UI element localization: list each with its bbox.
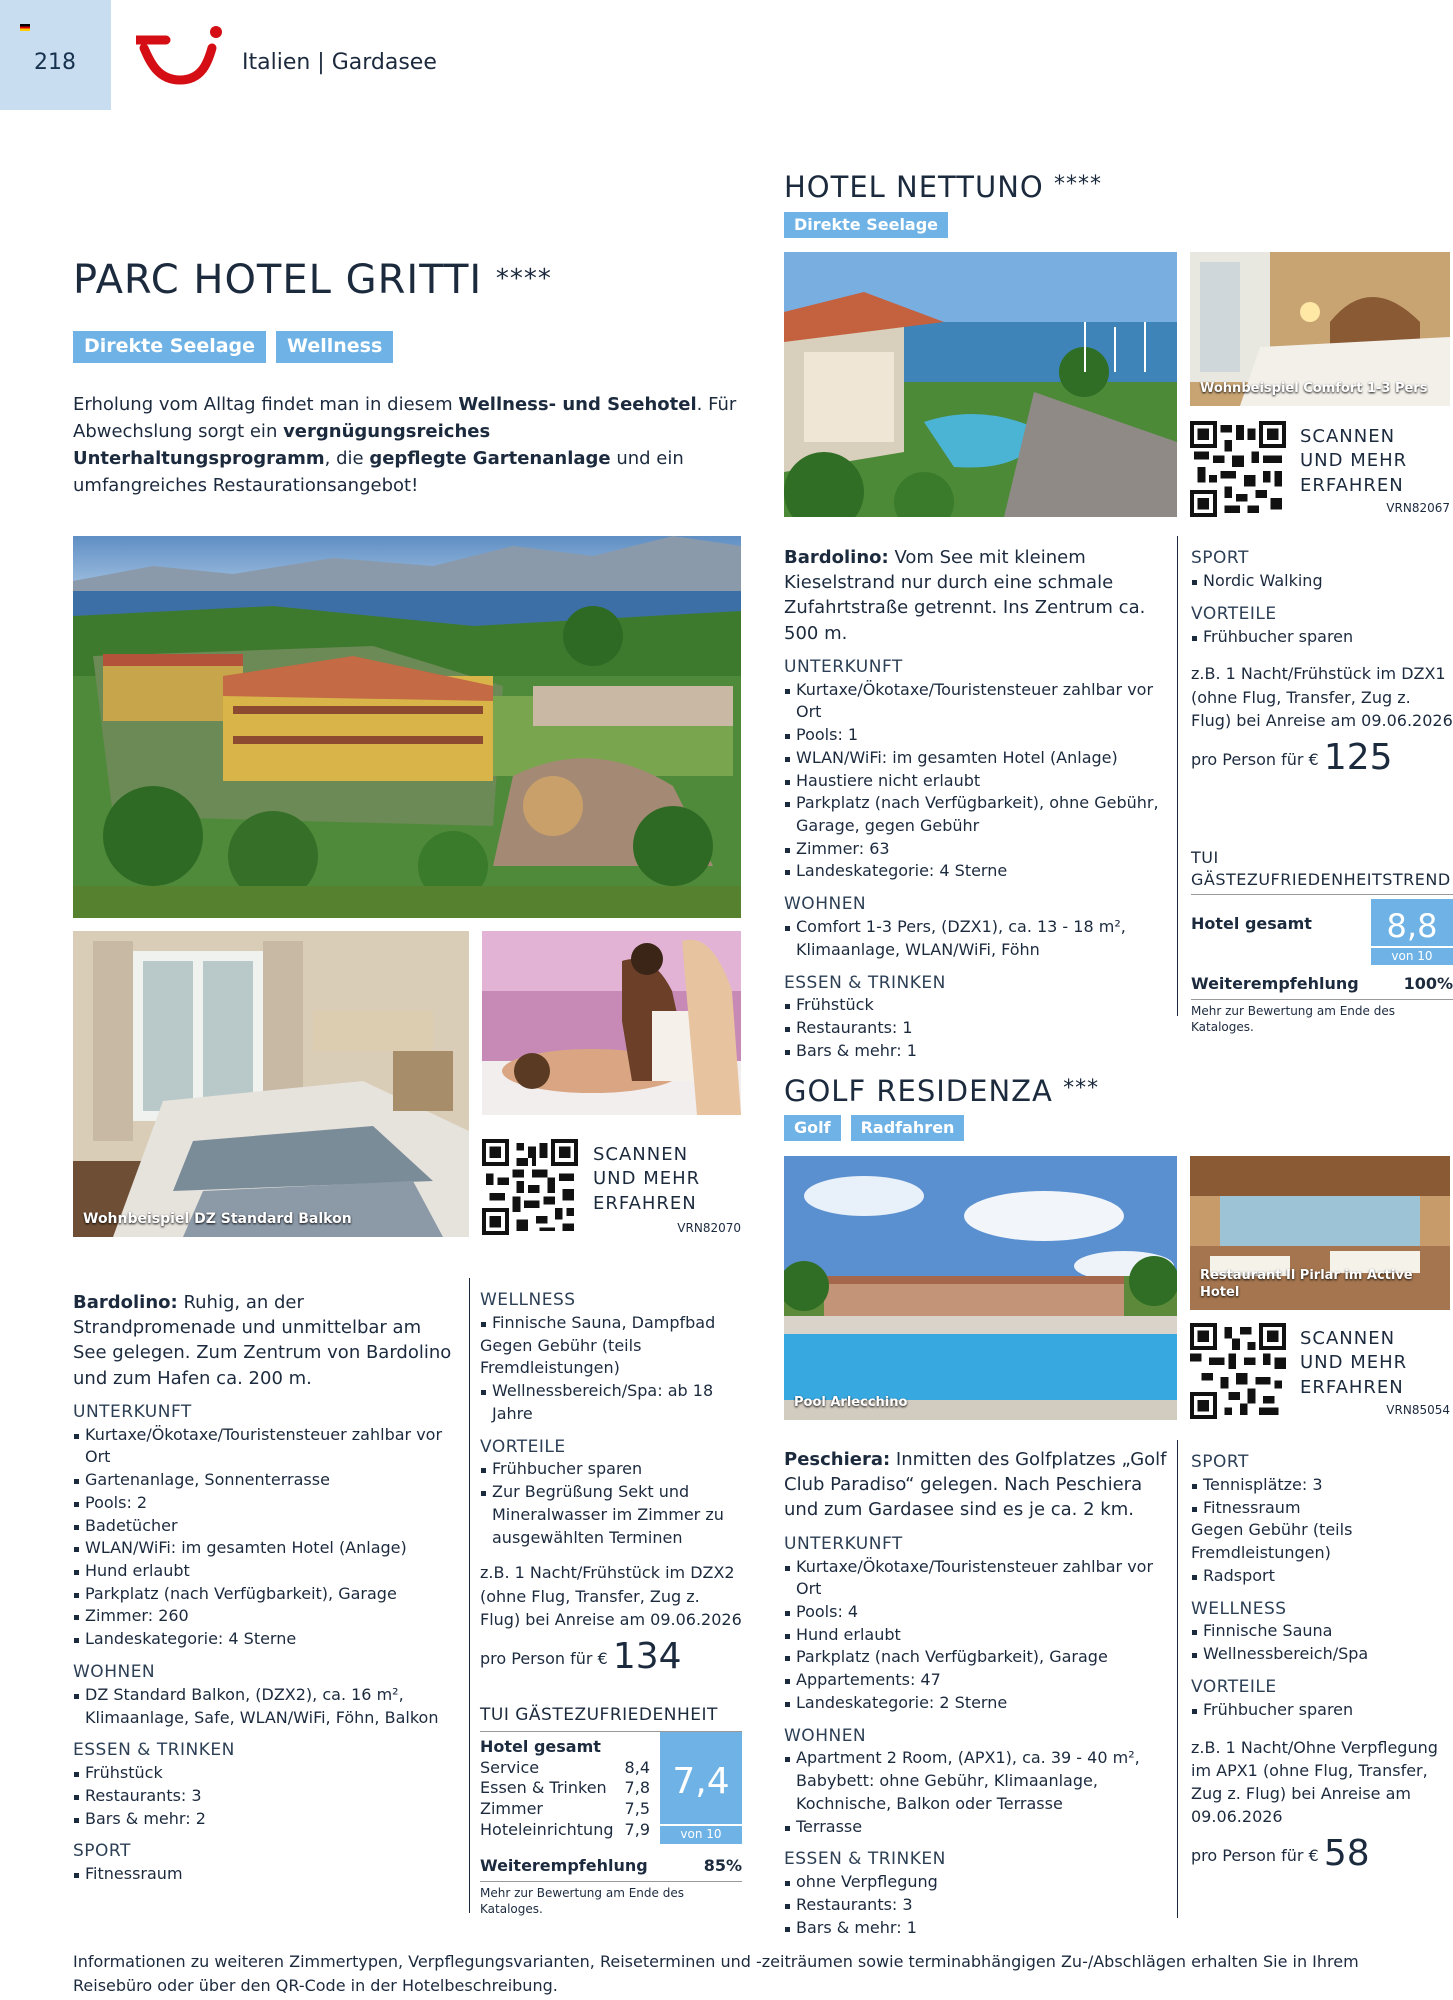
location-description-golf: Peschiera: Inmitten des Golfplatzes „Golf Club Paradiso“ gelegen. Nach Peschiera und zum Gardasee sind es je ca. 2 km.: [784, 1449, 1167, 1521]
list-item: WLAN/WiFi: im gesamten Hotel (Anlage): [73, 1537, 458, 1560]
rating-note: Mehr zur Bewertung am Ende des Kataloges.: [1191, 1003, 1395, 1034]
tag-list-gritti: [73, 331, 403, 363]
hotel-room-photo-gritti: [73, 931, 469, 1237]
hotel-details-nettuno-col2: [1191, 537, 1453, 784]
list-item: Wellnessbereich/Spa: [1191, 1643, 1453, 1666]
hotel-intro-gritti: Erholung vom Alltag findet man in diesem Wellness- und Seehotel. Für Abwechslung sorgt ein vergnügungsreiches Unterhaltungsprogramm, die gepflegte Gartenanlage und ein umfangreiches Restaurationsangebot!: [73, 394, 737, 496]
hotel-aerial-photo-gritti: [73, 536, 741, 918]
star-rating-golf: ***: [1063, 1076, 1100, 1101]
rating-note: Mehr zur Bewertung am Ende des Kataloges.: [480, 1885, 684, 1916]
section-heading: WOHNEN: [784, 1725, 867, 1746]
scan-label-golf: SCANNEN UND MEHR ERFAHREN: [1300, 1328, 1408, 1398]
list-item: Finnische Sauna, Dampfbad: [480, 1312, 742, 1335]
section-heading: SPORT: [73, 1841, 131, 1862]
column-divider: [469, 1278, 470, 1913]
hotel-spa-photo-gritti: [482, 931, 741, 1115]
recommend-row-gritti: Weiterempfehlung 85%: [480, 1851, 742, 1882]
tag-direkte-seelage: Direkte Seelage: [784, 212, 948, 238]
section-heading: WOHNEN: [784, 894, 867, 915]
section-heading: ESSEN & TRINKEN: [784, 972, 946, 993]
tag-list-golf: [784, 1115, 974, 1141]
hotel-details-gritti-col2: [480, 1281, 742, 1683]
scan-label-nettuno: SCANNEN UND MEHR ERFAHREN: [1300, 426, 1408, 496]
column-divider: [1177, 1440, 1178, 1918]
rating-row: Zimmer 7,5: [480, 1799, 650, 1819]
section-heading: VORTEILE: [1191, 603, 1277, 624]
list-item: Parkplatz (nach Verfügbarkeit), Garage: [73, 1583, 458, 1606]
score-badge-gritti: 7,4 von 10: [660, 1732, 742, 1844]
list-item: Zimmer: 63: [784, 838, 1169, 861]
list-item: Haustiere nicht erlaubt: [784, 770, 1169, 793]
price-line-nettuno: pro Person für € 125: [1191, 736, 1393, 778]
tag-list-nettuno: [784, 212, 958, 238]
list-item: Zimmer: 260: [73, 1605, 458, 1628]
list-item: Pools: 2: [73, 1492, 458, 1515]
list-item: Radsport: [1191, 1565, 1453, 1588]
list-item: Wellnessbereich/Spa: ab 18 Jahre: [480, 1380, 742, 1425]
list-item: Comfort 1-3 Pers, (DZX1), ca. 13 - 18 m², Klimaanlage, WLAN/WiFi, Föhn: [784, 916, 1169, 961]
vrn-code-gritti: VRN82070: [677, 1221, 741, 1235]
unterkunft-list-gritti: [73, 1424, 458, 1651]
price-example-golf: z.B. 1 Nacht/Ohne Verpflegung im APX1 (ohne Flug, Transfer, Zug z. Flug) bei Anreise am 09.06.2026: [1191, 1737, 1438, 1827]
tag-radfahren: Radfahren: [851, 1115, 965, 1141]
hotel-room-photo-nettuno: [1190, 252, 1450, 406]
qr-code-gritti[interactable]: [482, 1139, 578, 1235]
qr-code-golf[interactable]: [1190, 1323, 1286, 1419]
list-item: Apartment 2 Room, (APX1), ca. 39 - 40 m², Babybett: ohne Gebühr, Klimaanlage, Kochnische, Balkon oder Terrasse: [784, 1747, 1169, 1815]
list-item: Restaurants: 3: [784, 1894, 1169, 1917]
tag-golf: Golf: [784, 1115, 841, 1141]
list-item: Landeskategorie: 4 Sterne: [73, 1628, 458, 1651]
list-item: Landeskategorie: 4 Sterne: [784, 860, 1169, 883]
price-value-gritti: 134: [612, 1635, 682, 1677]
list-item: Frühbucher sparen: [1191, 1699, 1453, 1722]
qr-code-nettuno[interactable]: [1190, 421, 1286, 517]
list-item: Parkplatz (nach Verfügbarkeit), Garage: [784, 1646, 1169, 1669]
rating-row: Hoteleinrichtung 7,9: [480, 1819, 650, 1839]
score-badge-nettuno: 8,8 von 10: [1371, 899, 1453, 965]
section-heading: WOHNEN: [73, 1661, 156, 1682]
tui-logo: [136, 22, 226, 92]
rating-total-label: Hotel gesamt: [480, 1736, 601, 1756]
price-value-nettuno: 125: [1323, 736, 1393, 778]
vrn-code-golf: VRN85054: [1386, 1403, 1450, 1417]
section-heading: SPORT: [1191, 1452, 1249, 1472]
price-example-nettuno: z.B. 1 Nacht/Frühstück im DZX1 (ohne Flug, Transfer, Zug z. Flug) bei Anreise am 09.06.2026: [1191, 664, 1453, 730]
section-heading: VORTEILE: [1191, 1676, 1277, 1697]
section-heading: WELLNESS: [480, 1290, 576, 1310]
list-item: Badetücher: [73, 1515, 458, 1538]
scan-label-gritti: SCANNEN UND MEHR ERFAHREN: [593, 1144, 701, 1214]
list-item: Bars & mehr: 1: [784, 1040, 1169, 1063]
list-item: Appartements: 47: [784, 1669, 1169, 1692]
list-item: Hund erlaubt: [73, 1560, 458, 1583]
photo-caption-room-gritti: Wohnbeispiel DZ Standard Balkon: [83, 1211, 352, 1228]
section-heading: VORTEILE: [480, 1436, 566, 1457]
rating-box-nettuno: [1191, 847, 1453, 1035]
photo-caption-room-nettuno: Wohnbeispiel Comfort 1-3 Pers: [1200, 381, 1428, 397]
list-item: Bars & mehr: 1: [784, 1917, 1169, 1940]
rating-total-label: Hotel gesamt: [1191, 914, 1312, 934]
page-number-box: [0, 0, 111, 110]
list-item: Kurtaxe/Ökotaxe/Touristensteuer zahlbar vor Ort: [784, 679, 1169, 724]
list-item: Gartenanlage, Sonnenterrasse: [73, 1469, 458, 1492]
list-item: Terrasse: [784, 1816, 1169, 1839]
tag-wellness: Wellness: [276, 331, 393, 363]
list-item: Fitnessraum: [1191, 1497, 1453, 1520]
recommend-row-nettuno: Weiterempfehlung 100%: [1191, 969, 1453, 1000]
list-item: Tennisplätze: 3: [1191, 1474, 1453, 1497]
section-heading: ESSEN & TRINKEN: [784, 1849, 946, 1870]
section-heading: ESSEN & TRINKEN: [73, 1740, 235, 1761]
hotel-details-golf: [784, 1447, 1169, 1939]
list-item: Hund erlaubt: [784, 1624, 1169, 1647]
hotel-pool-photo-golf: [784, 1156, 1177, 1420]
list-item: Kurtaxe/Ökotaxe/Touristensteuer zahlbar vor Ort: [784, 1556, 1169, 1601]
section-heading: UNTERKUNFT: [73, 1401, 192, 1422]
hotel-details-nettuno: [784, 545, 1169, 1063]
tag-direkte-seelage: Direkte Seelage: [73, 331, 266, 363]
hotel-title-gritti: PARC HOTEL GRITTI ****: [73, 257, 552, 303]
column-divider: [1177, 536, 1178, 1016]
hotel-title-nettuno: HOTEL NETTUNO ****: [784, 170, 1102, 204]
breadcrumb: Italien | Gardasee: [242, 50, 437, 75]
location-description-nettuno: Bardolino: Vom See mit kleinem Kieselstrand nur durch eine schmale Zufahrtstraße getrennt. Ins Zentrum ca. 500 m.: [784, 547, 1146, 644]
list-item: Fitnessraum: [73, 1863, 458, 1886]
list-item: Frühbucher sparen: [1191, 626, 1453, 649]
photo-caption-pool-golf: Pool Arlecchino: [794, 1395, 908, 1411]
rating-box-gritti: [480, 1704, 742, 1917]
hotel-title-golf: GOLF RESIDENZA ***: [784, 1074, 1100, 1108]
list-item: Bars & mehr: 2: [73, 1808, 458, 1831]
list-item: Pools: 4: [784, 1601, 1169, 1624]
list-item: Finnische Sauna: [1191, 1620, 1453, 1643]
list-item: Frühstück: [784, 994, 1169, 1017]
germany-flag-icon: [20, 24, 30, 31]
list-item: DZ Standard Balkon, (DZX2), ca. 16 m², Klimaanlage, Safe, WLAN/WiFi, Föhn, Balkon: [73, 1684, 458, 1729]
list-item: WLAN/WiFi: im gesamten Hotel (Anlage): [784, 747, 1169, 770]
rating-breakdown: [480, 1758, 650, 1841]
section-heading: UNTERKUNFT: [784, 656, 903, 677]
price-line-gritti: pro Person für € 134: [480, 1635, 682, 1677]
list-item: Zur Begrüßung Sekt und Mineralwasser im Zimmer zu ausgewählten Terminen: [480, 1481, 742, 1549]
list-item: Nordic Walking: [1191, 570, 1453, 593]
rating-row: Service 8,4: [480, 1757, 650, 1777]
list-item: Parkplatz (nach Verfügbarkeit), ohne Gebühr, Garage, gegen Gebühr: [784, 792, 1169, 837]
page-number: 218: [34, 50, 76, 75]
fee-note: Gegen Gebühr (teils Fremdleistungen): [1191, 1520, 1353, 1563]
price-line-golf: pro Person für € 58: [1191, 1833, 1370, 1875]
price-value-golf: 58: [1323, 1833, 1370, 1875]
list-item: Frühbucher sparen: [480, 1458, 742, 1481]
rating-row: Essen & Trinken 7,8: [480, 1778, 650, 1798]
list-item: ohne Verpflegung: [784, 1871, 1169, 1894]
section-heading: WELLNESS: [1191, 1598, 1287, 1619]
list-item: Kurtaxe/Ökotaxe/Touristensteuer zahlbar vor Ort: [73, 1424, 458, 1469]
fee-note: Gegen Gebühr (teils Fremdleistungen): [480, 1335, 642, 1378]
list-item: Restaurants: 3: [73, 1785, 458, 1808]
vrn-code-nettuno: VRN82067: [1386, 501, 1450, 515]
rating-title: TUI GÄSTEZUFRIEDENHEIT: [480, 1704, 742, 1732]
price-example-gritti: z.B. 1 Nacht/Frühstück im DZX2 (ohne Flug, Transfer, Zug z. Flug) bei Anreise am 09.06.2026: [480, 1563, 742, 1629]
list-item: Pools: 1: [784, 724, 1169, 747]
list-item: Restaurants: 1: [784, 1017, 1169, 1040]
star-rating-gritti: ****: [495, 264, 552, 294]
hotel-photo-nettuno: [784, 252, 1177, 517]
hotel-details-gritti: [73, 1290, 458, 1886]
section-heading: SPORT: [1191, 548, 1249, 568]
location-description-gritti: Bardolino: Ruhig, an der Strandpromenade und unmittelbar am See gelegen. Zum Zentrum von Bardolino und zum Hafen ca. 200 m.: [73, 1292, 452, 1389]
list-item: Frühstück: [73, 1762, 458, 1785]
restaurant-photo-golf: [1190, 1156, 1450, 1310]
list-item: Landeskategorie: 2 Sterne: [784, 1692, 1169, 1715]
photo-caption-restaurant-golf: Restaurant Il Pirlar im Active Hotel: [1200, 1267, 1413, 1301]
hotel-details-golf-col2: [1191, 1441, 1453, 1881]
star-rating-nettuno: ****: [1053, 172, 1102, 197]
footer-note: Informationen zu weiteren Zimmertypen, Verpflegungsvarianten, Reiseterminen und -zeiträumen sowie terminabhängigen Zu-/Abschlägen erhalten Sie in Ihrem Reisebüro oder über den QR-Code in der Hotelbeschreibung.: [73, 1952, 1359, 1995]
section-heading: UNTERKUNFT: [784, 1533, 903, 1554]
rating-title: TUI GÄSTEZUFRIEDENHEITSTREND: [1191, 847, 1453, 895]
